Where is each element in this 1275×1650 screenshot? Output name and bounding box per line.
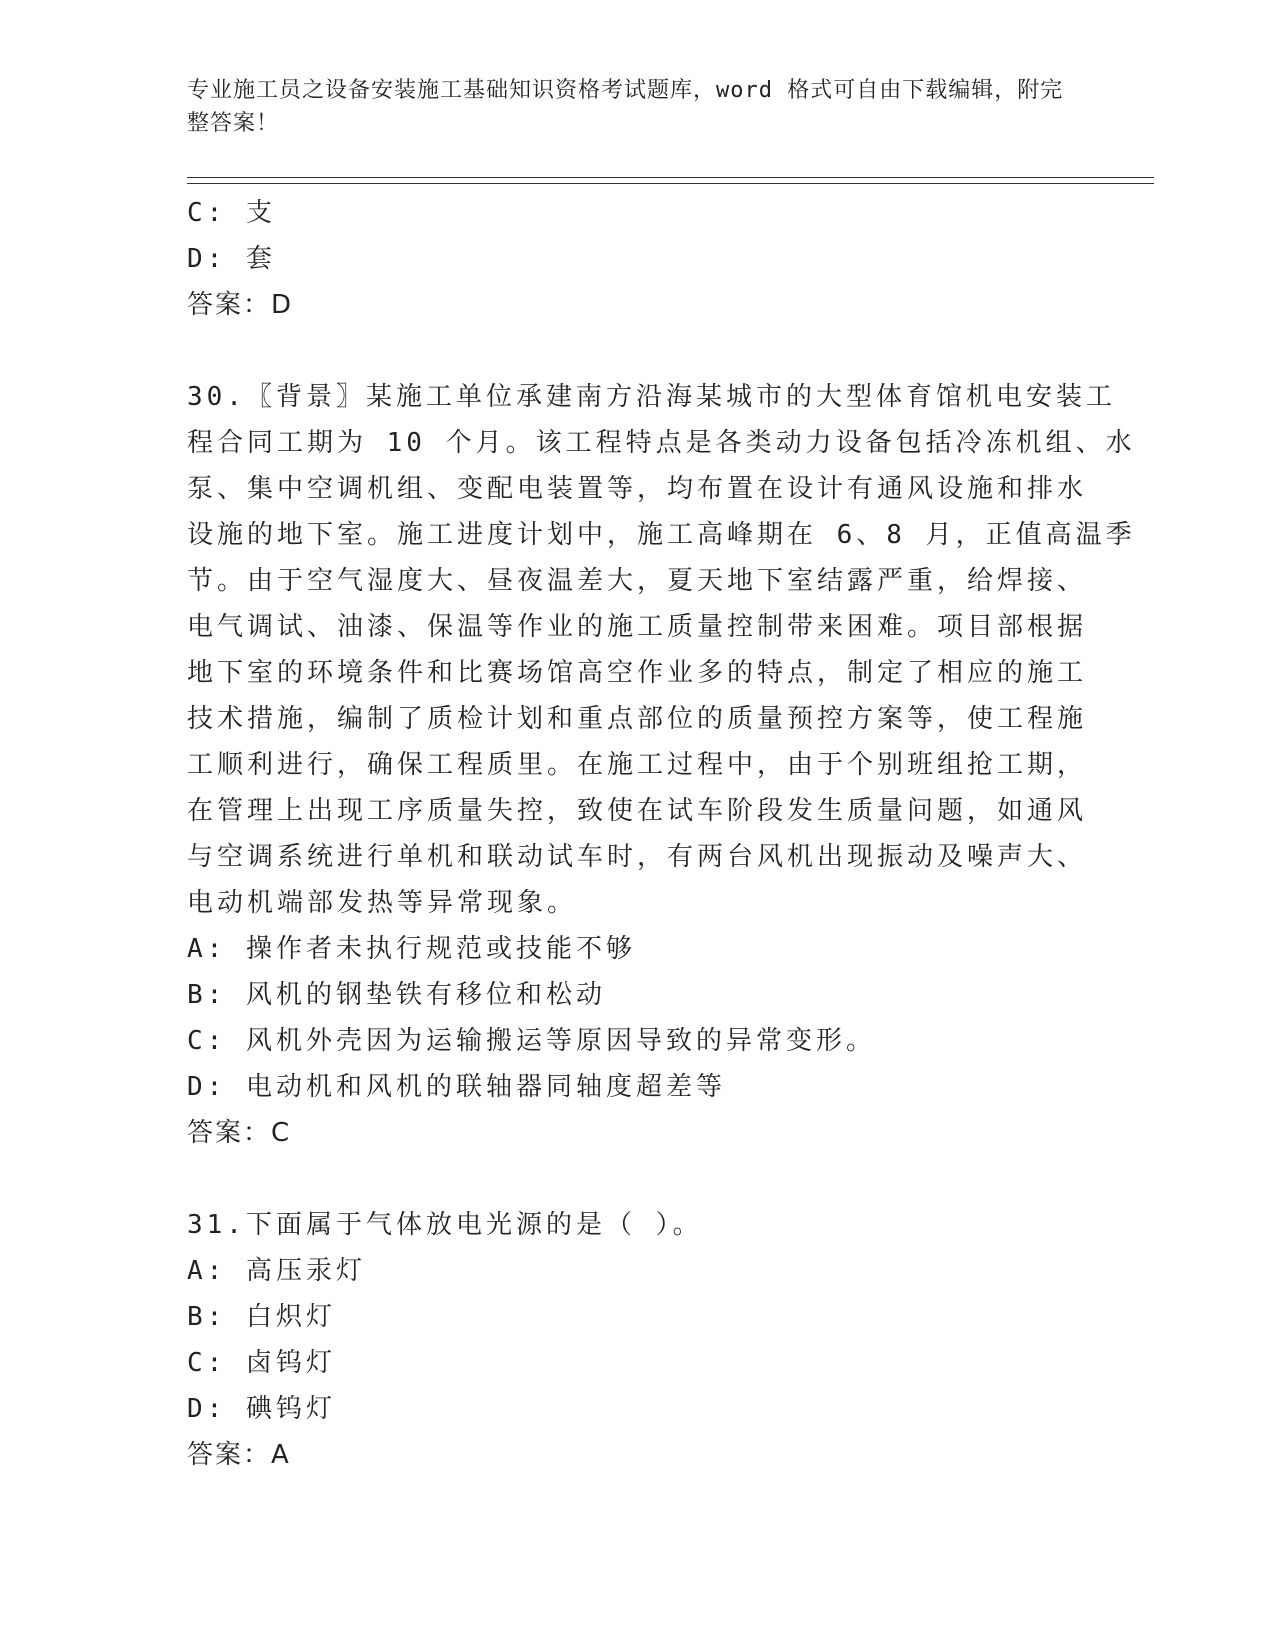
question-text-line: 技术措施，编制了质检计划和重点部位的质量预控方案等，使工程施: [187, 704, 1088, 734]
option-a: A: 操作者未执行规范或技能不够: [187, 934, 636, 964]
question-text-line: 30.〖背景〗某施工单位承建南方沿海某城市的大型体育馆机电安装工: [187, 382, 1116, 412]
question-text: [187, 374, 1136, 926]
spacer: [187, 1156, 1087, 1202]
question-text-line: 程合同工期为 10 个月。该工程特点是各类动力设备包括冷冻机组、水: [187, 428, 1136, 458]
question-text-line: 电动机端部发热等异常现象。: [187, 888, 578, 918]
question-text-line: 地下室的环境条件和比赛场馆高空作业多的特点，制定了相应的施工: [187, 658, 1088, 688]
spacer: [187, 328, 1087, 374]
question-text-line: 节。由于空气湿度大、昼夜温差大，夏天地下室结露严重，给焊接、: [187, 566, 1088, 596]
answer-line: 答案：A: [187, 1440, 291, 1470]
header-divider: [187, 177, 1154, 184]
question-text-line: 在管理上出现工序质量失控，致使在试车阶段发生质量问题，如通风: [187, 796, 1088, 826]
question-text-line: 泵、集中空调机组、变配电装置等，均布置在设计有通风设施和排水: [187, 474, 1088, 504]
question-text-line: 工顺利进行，确保工程质里。在施工过程中，由于个别班组抢工期，: [187, 750, 1088, 780]
question-31: [187, 1202, 1087, 1478]
document-header: [187, 74, 1067, 140]
option-d: D: 套: [187, 244, 276, 274]
option-d: D: 电动机和风机的联轴器同轴度超差等: [187, 1072, 726, 1102]
option-c: C: 风机外壳因为运输搬运等原因导致的异常变形。: [187, 1026, 876, 1056]
option-c: C: 支: [187, 198, 276, 228]
option-a: A: 高压汞灯: [187, 1256, 366, 1286]
option-c: C: 卤钨灯: [187, 1348, 336, 1378]
answer-line: 答案：D: [187, 290, 294, 320]
question-29-tail: [187, 190, 1087, 328]
question-text-line: 电气调试、油漆、保温等作业的施工质量控制带来困难。项目部根据: [187, 612, 1088, 642]
option-b: B: 白炽灯: [187, 1302, 336, 1332]
question-text-line: 设施的地下室。施工进度计划中，施工高峰期在 6、8 月，正值高温季: [187, 520, 1136, 550]
document-body: [187, 190, 1136, 1478]
option-b: B: 风机的钢垫铁有移位和松动: [187, 980, 606, 1010]
question-30: [187, 374, 1136, 1156]
header-title: 专业施工员之设备安装施工基础知识资格考试题库，word 格式可自由下载编辑，附完整答案！: [187, 78, 1064, 136]
question-text: 31.下面属于气体放电光源的是（ ）。: [187, 1210, 703, 1240]
question-text-line: 与空调系统进行单机和联动试车时，有两台风机出现振动及噪声大、: [187, 842, 1088, 872]
option-d: D: 碘钨灯: [187, 1394, 336, 1424]
answer-line: 答案：C: [187, 1118, 292, 1148]
